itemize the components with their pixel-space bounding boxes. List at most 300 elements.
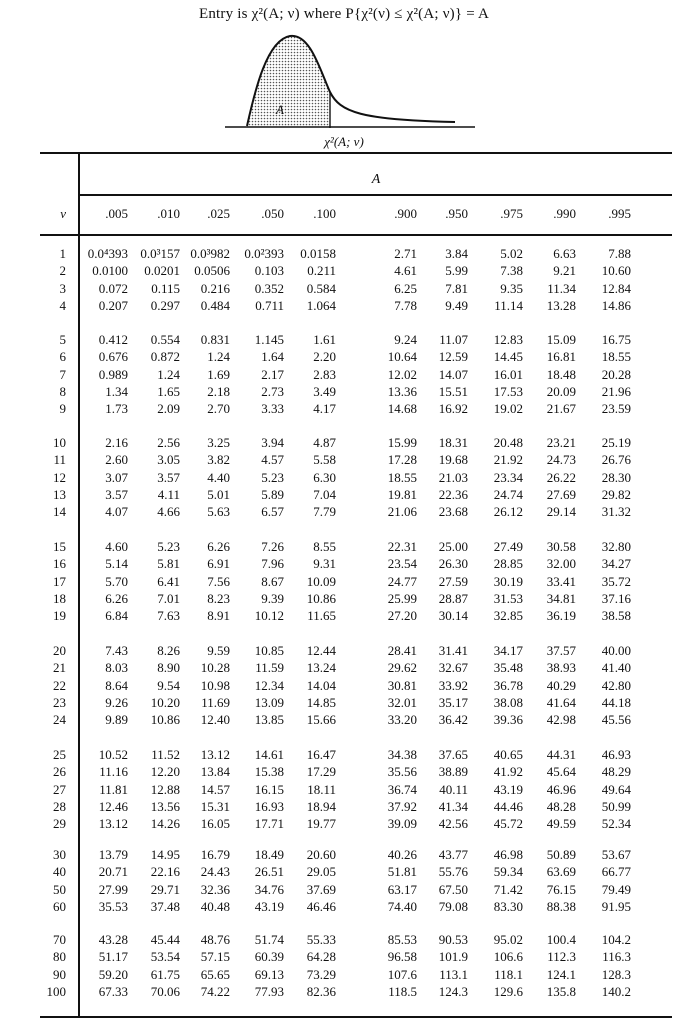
value-cell: 7.63 bbox=[157, 608, 180, 624]
value-cell: 7.04 bbox=[313, 486, 336, 502]
value-cell: 63.17 bbox=[387, 881, 417, 897]
value-cell: 0.872 bbox=[150, 349, 180, 365]
value-cell: 116.3 bbox=[602, 949, 631, 965]
value-cell: 11.14 bbox=[494, 297, 523, 313]
value-cell: 24.77 bbox=[387, 573, 417, 589]
value-cell: 2.83 bbox=[313, 366, 336, 382]
value-cell: 0.0²393 bbox=[244, 246, 284, 261]
column-header-row bbox=[40, 206, 672, 226]
value-cell: 10.64 bbox=[387, 349, 417, 365]
value-cell: 32.36 bbox=[200, 881, 230, 897]
value-cell: 74.40 bbox=[387, 898, 417, 914]
value-cell: 29.71 bbox=[150, 881, 180, 897]
value-cell: 10.86 bbox=[306, 590, 336, 606]
nu-cell: 16 bbox=[53, 556, 66, 572]
value-cell: 37.92 bbox=[387, 798, 417, 814]
nu-cell: 19 bbox=[53, 608, 66, 624]
value-cell: 1.65 bbox=[157, 383, 180, 399]
value-cell: 0.103 bbox=[254, 263, 284, 279]
value-cell: 8.55 bbox=[313, 539, 336, 554]
value-cell: 29.82 bbox=[601, 486, 631, 502]
value-cell: 0.0506 bbox=[194, 263, 230, 279]
value-cell: 1.064 bbox=[306, 297, 336, 313]
nu-cell: 23 bbox=[53, 694, 66, 710]
nu-cell: 80 bbox=[53, 949, 66, 965]
value-cell: 33.92 bbox=[438, 677, 468, 693]
value-cell: 2.09 bbox=[157, 401, 180, 417]
value-cell: 0.711 bbox=[255, 297, 284, 313]
value-cell: 2.70 bbox=[207, 401, 230, 417]
value-cell: 88.38 bbox=[546, 898, 576, 914]
value-cell: 3.94 bbox=[261, 435, 284, 450]
top-rule bbox=[40, 152, 672, 154]
value-cell: 12.88 bbox=[150, 781, 180, 797]
value-cell: 61.75 bbox=[150, 966, 180, 982]
value-cell: 45.56 bbox=[601, 712, 631, 728]
value-cell: 7.38 bbox=[500, 263, 523, 279]
value-cell: 3.57 bbox=[105, 486, 128, 502]
value-cell: 3.82 bbox=[207, 452, 230, 468]
table-row bbox=[40, 298, 672, 314]
value-cell: 40.00 bbox=[601, 643, 631, 658]
value-cell: 13.09 bbox=[254, 694, 284, 710]
value-cell: 40.48 bbox=[200, 898, 230, 914]
value-cell: 0.0158 bbox=[300, 246, 336, 261]
value-cell: 0.584 bbox=[306, 280, 336, 296]
value-cell: 0.211 bbox=[307, 263, 336, 279]
value-cell: 18.48 bbox=[546, 366, 576, 382]
value-cell: 30.19 bbox=[493, 573, 523, 589]
value-cell: 10.09 bbox=[306, 573, 336, 589]
value-cell: 10.28 bbox=[200, 660, 230, 676]
value-cell: 13.56 bbox=[150, 798, 180, 814]
value-cell: 35.48 bbox=[493, 660, 523, 676]
nu-cell: 26 bbox=[53, 764, 66, 780]
value-cell: 19.02 bbox=[493, 401, 523, 417]
table-row bbox=[40, 967, 672, 983]
value-cell: 18.94 bbox=[306, 798, 336, 814]
value-cell: 38.08 bbox=[493, 694, 523, 710]
table-row bbox=[40, 452, 672, 468]
value-cell: 2.17 bbox=[261, 366, 284, 382]
value-cell: 51.81 bbox=[387, 864, 417, 880]
value-cell: 11.16 bbox=[99, 764, 128, 780]
column-header: .025 bbox=[207, 206, 230, 221]
value-cell: 4.60 bbox=[105, 539, 128, 554]
table-row bbox=[40, 263, 672, 279]
table-row bbox=[40, 747, 672, 763]
value-cell: 10.52 bbox=[98, 747, 128, 762]
value-cell: 27.99 bbox=[98, 881, 128, 897]
value-cell: 9.39 bbox=[261, 590, 284, 606]
value-cell: 2.18 bbox=[207, 383, 230, 399]
value-cell: 15.66 bbox=[306, 712, 336, 728]
nu-cell: 22 bbox=[53, 677, 66, 693]
nu-cell: 24 bbox=[53, 712, 66, 728]
value-cell: 4.61 bbox=[394, 263, 417, 279]
column-header: .950 bbox=[445, 206, 468, 221]
table-row bbox=[40, 246, 672, 262]
value-cell: 14.85 bbox=[306, 694, 336, 710]
value-cell: 1.34 bbox=[105, 383, 128, 399]
value-cell: 13.84 bbox=[200, 764, 230, 780]
value-cell: 28.30 bbox=[601, 469, 631, 485]
table-row bbox=[40, 332, 672, 348]
value-cell: 59.34 bbox=[493, 864, 523, 880]
value-cell: 53.67 bbox=[601, 847, 631, 862]
value-cell: 39.36 bbox=[493, 712, 523, 728]
nu-cell: 18 bbox=[53, 590, 66, 606]
value-cell: 8.90 bbox=[157, 660, 180, 676]
value-cell: 90.53 bbox=[438, 932, 468, 947]
value-cell: 21.92 bbox=[493, 452, 523, 468]
value-cell: 32.85 bbox=[493, 608, 523, 624]
value-cell: 24.74 bbox=[493, 486, 523, 502]
nu-cell: 20 bbox=[53, 643, 66, 658]
value-cell: 38.58 bbox=[601, 608, 631, 624]
value-cell: 65.65 bbox=[200, 966, 230, 982]
value-cell: 13.24 bbox=[306, 660, 336, 676]
value-cell: 0.352 bbox=[254, 280, 284, 296]
value-cell: 28.85 bbox=[493, 556, 523, 572]
table-row bbox=[40, 591, 672, 607]
value-cell: 11.34 bbox=[547, 280, 576, 296]
value-cell: 135.8 bbox=[546, 983, 576, 999]
value-cell: 38.89 bbox=[438, 764, 468, 780]
value-cell: 46.93 bbox=[601, 747, 631, 762]
value-cell: 16.79 bbox=[200, 847, 230, 862]
value-cell: 0.207 bbox=[98, 297, 128, 313]
nu-cell: 70 bbox=[53, 932, 66, 947]
value-cell: 95.02 bbox=[493, 932, 523, 947]
value-cell: 18.49 bbox=[254, 847, 284, 862]
value-cell: 79.49 bbox=[601, 881, 631, 897]
value-cell: 8.03 bbox=[105, 660, 128, 676]
table-row bbox=[40, 281, 672, 297]
value-cell: 36.78 bbox=[493, 677, 523, 693]
value-cell: 12.44 bbox=[306, 643, 336, 658]
value-cell: 14.68 bbox=[387, 401, 417, 417]
value-cell: 44.46 bbox=[493, 798, 523, 814]
value-cell: 91.95 bbox=[601, 898, 631, 914]
value-cell: 3.84 bbox=[445, 246, 468, 261]
nu-cell: 50 bbox=[53, 881, 66, 897]
value-cell: 34.38 bbox=[387, 747, 417, 762]
value-cell: 4.40 bbox=[207, 469, 230, 485]
value-cell: 20.09 bbox=[546, 383, 576, 399]
value-cell: 27.69 bbox=[546, 486, 576, 502]
nu-cell: 11 bbox=[53, 452, 66, 468]
nu-cell: 40 bbox=[53, 864, 66, 880]
value-cell: 27.20 bbox=[387, 608, 417, 624]
value-cell: 15.99 bbox=[387, 435, 417, 450]
table-row bbox=[40, 435, 672, 451]
nu-cell: 27 bbox=[53, 781, 66, 797]
value-cell: 10.85 bbox=[254, 643, 284, 658]
table-row bbox=[40, 556, 672, 572]
table-row bbox=[40, 384, 672, 400]
value-cell: 21.03 bbox=[438, 469, 468, 485]
value-cell: 8.23 bbox=[207, 590, 230, 606]
value-cell: 37.69 bbox=[306, 881, 336, 897]
nu-cell: 15 bbox=[53, 539, 66, 554]
value-cell: 82.36 bbox=[306, 983, 336, 999]
value-cell: 23.34 bbox=[493, 469, 523, 485]
value-cell: 14.26 bbox=[150, 816, 180, 832]
value-cell: 1.64 bbox=[261, 349, 284, 365]
value-cell: 12.59 bbox=[438, 349, 468, 365]
value-cell: 9.59 bbox=[207, 643, 230, 658]
nu-cell: 4 bbox=[59, 297, 66, 313]
value-cell: 37.16 bbox=[601, 590, 631, 606]
table-row bbox=[40, 504, 672, 520]
value-cell: 118.1 bbox=[494, 966, 523, 982]
value-cell: 34.27 bbox=[601, 556, 631, 572]
nu-cell: 13 bbox=[53, 486, 66, 502]
value-cell: 53.54 bbox=[150, 949, 180, 965]
value-cell: 46.96 bbox=[546, 781, 576, 797]
value-cell: 4.66 bbox=[157, 504, 180, 520]
table-row bbox=[40, 864, 672, 880]
value-cell: 0.072 bbox=[98, 280, 128, 296]
value-cell: 7.56 bbox=[207, 573, 230, 589]
value-cell: 0.0201 bbox=[144, 263, 180, 279]
nu-cell: 21 bbox=[53, 660, 66, 676]
column-header: .050 bbox=[261, 206, 284, 221]
value-cell: 6.57 bbox=[261, 504, 284, 520]
value-cell: 40.29 bbox=[546, 677, 576, 693]
value-cell: 128.3 bbox=[601, 966, 631, 982]
value-cell: 9.31 bbox=[313, 556, 336, 572]
value-cell: 6.26 bbox=[207, 539, 230, 554]
value-cell: 1.145 bbox=[254, 332, 284, 347]
value-cell: 40.65 bbox=[493, 747, 523, 762]
value-cell: 71.42 bbox=[493, 881, 523, 897]
value-cell: 2.73 bbox=[261, 383, 284, 399]
value-cell: 7.43 bbox=[105, 643, 128, 658]
value-cell: 28.87 bbox=[438, 590, 468, 606]
table-row bbox=[40, 984, 672, 1000]
value-cell: 2.16 bbox=[105, 435, 128, 450]
value-cell: 48.76 bbox=[200, 932, 230, 947]
value-cell: 10.86 bbox=[150, 712, 180, 728]
value-cell: 21.96 bbox=[601, 383, 631, 399]
value-cell: 0.0³982 bbox=[190, 246, 230, 261]
value-cell: 124.1 bbox=[546, 966, 576, 982]
value-cell: 43.77 bbox=[438, 847, 468, 862]
value-cell: 7.96 bbox=[261, 556, 284, 572]
nu-cell: 25 bbox=[53, 747, 66, 762]
value-cell: 14.61 bbox=[254, 747, 284, 762]
value-cell: 45.64 bbox=[546, 764, 576, 780]
value-cell: 50.89 bbox=[546, 847, 576, 862]
nu-cell: 7 bbox=[59, 366, 66, 382]
value-cell: 48.29 bbox=[601, 764, 631, 780]
value-cell: 106.6 bbox=[493, 949, 523, 965]
value-cell: 51.17 bbox=[98, 949, 128, 965]
table-row bbox=[40, 882, 672, 898]
value-cell: 10.60 bbox=[601, 263, 631, 279]
value-cell: 23.68 bbox=[438, 504, 468, 520]
value-cell: 36.19 bbox=[546, 608, 576, 624]
column-header: .005 bbox=[105, 206, 128, 221]
value-cell: 11.65 bbox=[307, 608, 336, 624]
chi-square-density-figure bbox=[215, 30, 475, 134]
nu-cell: 30 bbox=[53, 847, 66, 862]
value-cell: 17.29 bbox=[306, 764, 336, 780]
value-cell: 7.79 bbox=[313, 504, 336, 520]
value-cell: 45.72 bbox=[493, 816, 523, 832]
value-cell: 19.68 bbox=[438, 452, 468, 468]
value-cell: 4.11 bbox=[157, 486, 180, 502]
value-cell: 16.15 bbox=[254, 781, 284, 797]
value-cell: 74.22 bbox=[200, 983, 230, 999]
value-cell: 46.98 bbox=[493, 847, 523, 862]
value-cell: 36.74 bbox=[387, 781, 417, 797]
value-cell: 12.46 bbox=[98, 798, 128, 814]
value-cell: 1.73 bbox=[105, 401, 128, 417]
value-cell: 31.32 bbox=[601, 504, 631, 520]
value-cell: 6.26 bbox=[105, 590, 128, 606]
value-cell: 27.59 bbox=[438, 573, 468, 589]
table-row bbox=[40, 764, 672, 780]
value-cell: 5.89 bbox=[261, 486, 284, 502]
value-cell: 43.19 bbox=[493, 781, 523, 797]
nu-cell: 6 bbox=[59, 349, 66, 365]
value-cell: 0.115 bbox=[151, 280, 180, 296]
value-cell: 36.42 bbox=[438, 712, 468, 728]
value-cell: 49.59 bbox=[546, 816, 576, 832]
table-row bbox=[40, 487, 672, 503]
value-cell: 25.99 bbox=[387, 590, 417, 606]
value-cell: 35.56 bbox=[387, 764, 417, 780]
value-cell: 46.46 bbox=[306, 898, 336, 914]
value-cell: 14.95 bbox=[150, 847, 180, 862]
value-cell: 8.91 bbox=[207, 608, 230, 624]
column-header: .100 bbox=[313, 206, 336, 221]
value-cell: 13.36 bbox=[387, 383, 417, 399]
column-header: .010 bbox=[157, 206, 180, 221]
value-cell: 51.74 bbox=[254, 932, 284, 947]
value-cell: 0.484 bbox=[200, 297, 230, 313]
value-cell: 7.81 bbox=[445, 280, 468, 296]
value-cell: 4.87 bbox=[313, 435, 336, 450]
value-cell: 34.81 bbox=[546, 590, 576, 606]
value-cell: 59.20 bbox=[98, 966, 128, 982]
value-cell: 11.59 bbox=[255, 660, 284, 676]
value-cell: 16.05 bbox=[200, 816, 230, 832]
value-cell: 7.78 bbox=[394, 297, 417, 313]
value-cell: 0.554 bbox=[150, 332, 180, 347]
value-cell: 8.26 bbox=[157, 643, 180, 658]
value-cell: 5.23 bbox=[157, 539, 180, 554]
value-cell: 2.71 bbox=[394, 246, 417, 261]
page-title: Entry is χ²(A; ν) where P{χ²(ν) ≤ χ²(A; ν)} = A bbox=[198, 6, 490, 22]
value-cell: 5.23 bbox=[261, 469, 284, 485]
group-header: A bbox=[371, 172, 381, 187]
value-cell: 35.17 bbox=[438, 694, 468, 710]
value-cell: 23.54 bbox=[387, 556, 417, 572]
value-cell: 20.28 bbox=[601, 366, 631, 382]
table-row bbox=[40, 470, 672, 486]
table-row bbox=[40, 660, 672, 676]
nu-cell: 28 bbox=[53, 798, 66, 814]
value-cell: 26.76 bbox=[601, 452, 631, 468]
table-row bbox=[40, 678, 672, 694]
value-cell: 14.45 bbox=[493, 349, 523, 365]
value-cell: 52.34 bbox=[601, 816, 631, 832]
value-cell: 26.22 bbox=[546, 469, 576, 485]
value-cell: 18.55 bbox=[387, 469, 417, 485]
value-cell: 30.81 bbox=[387, 677, 417, 693]
value-cell: 15.09 bbox=[546, 332, 576, 347]
value-cell: 0.412 bbox=[98, 332, 128, 347]
value-cell: 9.35 bbox=[500, 280, 523, 296]
value-cell: 27.49 bbox=[493, 539, 523, 554]
value-cell: 67.50 bbox=[438, 881, 468, 897]
value-cell: 37.57 bbox=[546, 643, 576, 658]
value-cell: 76.15 bbox=[546, 881, 576, 897]
value-cell: 24.73 bbox=[546, 452, 576, 468]
value-cell: 22.31 bbox=[387, 539, 417, 554]
value-cell: 16.92 bbox=[438, 401, 468, 417]
value-cell: 48.28 bbox=[546, 798, 576, 814]
column-header: .975 bbox=[500, 206, 523, 221]
value-cell: 16.93 bbox=[254, 798, 284, 814]
header-rule bbox=[40, 234, 672, 236]
nu-cell: 60 bbox=[53, 898, 66, 914]
value-cell: 33.20 bbox=[387, 712, 417, 728]
column-header: .995 bbox=[608, 206, 631, 221]
value-cell: 20.60 bbox=[306, 847, 336, 862]
value-cell: 4.17 bbox=[313, 401, 336, 417]
value-cell: 118.5 bbox=[388, 983, 417, 999]
value-cell: 0.676 bbox=[98, 349, 128, 365]
value-cell: 29.14 bbox=[546, 504, 576, 520]
value-cell: 66.77 bbox=[601, 864, 631, 880]
value-cell: 22.16 bbox=[150, 864, 180, 880]
value-cell: 69.13 bbox=[254, 966, 284, 982]
bottom-rule bbox=[40, 1016, 672, 1018]
value-cell: 2.20 bbox=[313, 349, 336, 365]
value-cell: 42.80 bbox=[601, 677, 631, 693]
group-header-rule bbox=[80, 194, 672, 196]
value-cell: 29.62 bbox=[387, 660, 417, 676]
value-cell: 40.11 bbox=[439, 781, 468, 797]
value-cell: 31.53 bbox=[493, 590, 523, 606]
value-cell: 26.51 bbox=[254, 864, 284, 880]
value-cell: 50.99 bbox=[601, 798, 631, 814]
value-cell: 7.26 bbox=[261, 539, 284, 554]
value-cell: 39.09 bbox=[387, 816, 417, 832]
value-cell: 104.2 bbox=[601, 932, 631, 947]
value-cell: 9.54 bbox=[157, 677, 180, 693]
value-cell: 28.41 bbox=[387, 643, 417, 658]
value-cell: 10.20 bbox=[150, 694, 180, 710]
nu-cell: 8 bbox=[59, 383, 66, 399]
value-cell: 29.05 bbox=[306, 864, 336, 880]
value-cell: 20.71 bbox=[98, 864, 128, 880]
table-row bbox=[40, 574, 672, 590]
value-cell: 3.25 bbox=[207, 435, 230, 450]
table-row bbox=[40, 367, 672, 383]
value-cell: 34.17 bbox=[493, 643, 523, 658]
value-cell: 13.85 bbox=[254, 712, 284, 728]
nu-cell: 2 bbox=[59, 263, 66, 279]
value-cell: 18.31 bbox=[438, 435, 468, 450]
value-cell: 8.64 bbox=[105, 677, 128, 693]
value-cell: 25.19 bbox=[601, 435, 631, 450]
